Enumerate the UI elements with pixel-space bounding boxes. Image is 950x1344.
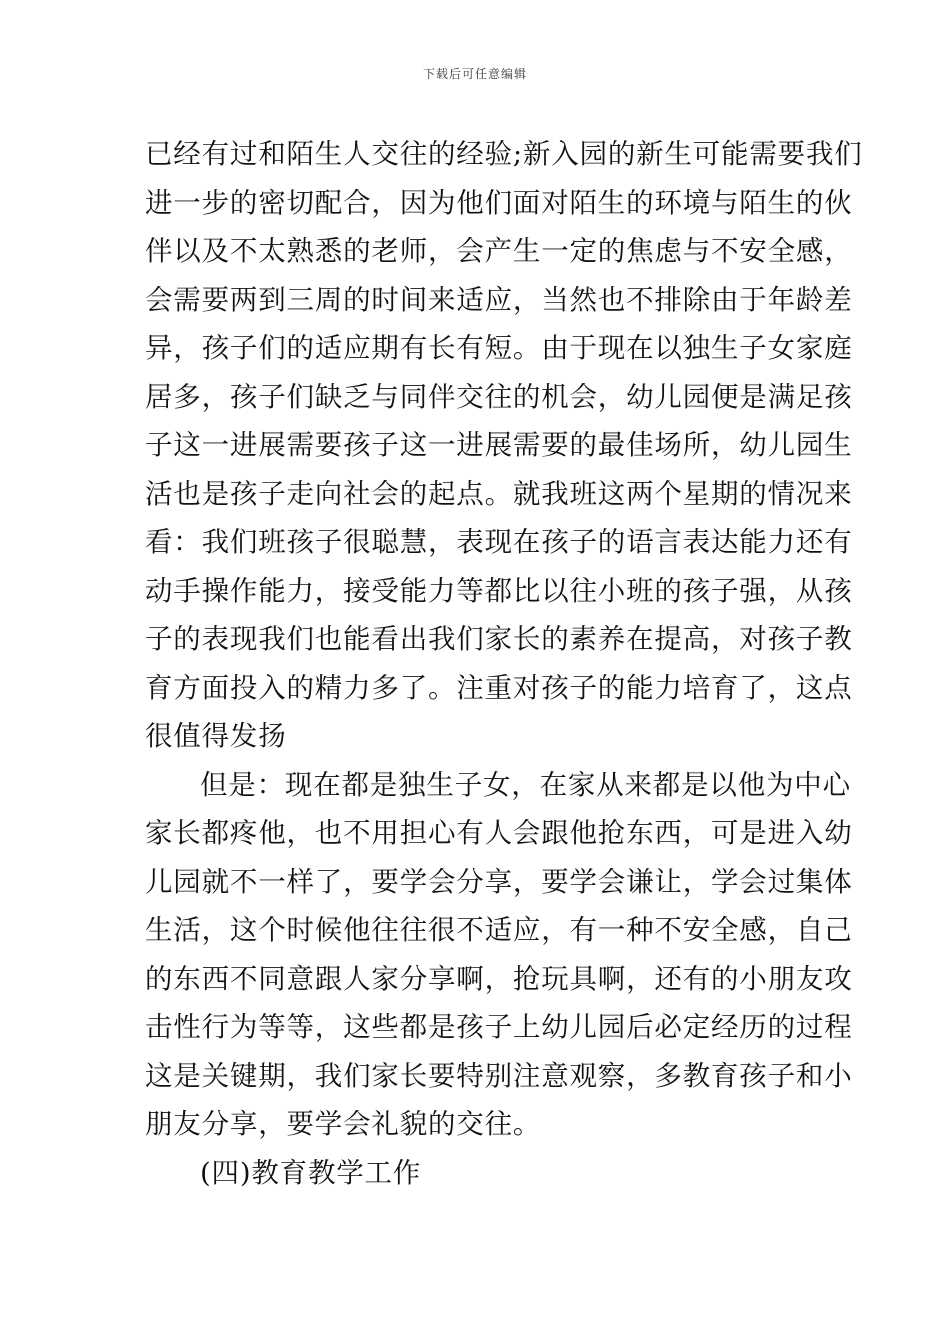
paragraph-line: 育方面投入的精力多了。注重对孩子的能力培育了，这点: [145, 671, 853, 704]
paragraph-line: 会需要两到三周的时间来适应，当然也不排除由于年龄差: [145, 283, 853, 316]
paragraph-line: 子这一进展需要孩子这一进展需要的最佳场所，幼儿园生: [145, 429, 853, 461]
paragraph-line: 很值得发扬: [145, 720, 287, 752]
paragraph-line: 居多，孩子们缺乏与同伴交往的机会，幼儿园便是满足孩: [145, 380, 853, 413]
page-header-note: 下载后可任意编辑: [422, 67, 527, 81]
paragraph-line: 异，孩子们的适应期有长有短。由于现在以独生子女家庭: [145, 332, 853, 364]
paragraph-line: 的东西不同意跟人家分享啊，抢玩具啊，还有的小朋友攻: [145, 962, 853, 995]
paragraph-line: 看：我们班孩子很聪慧，表现在孩子的语言表达能力还有: [145, 526, 853, 558]
paragraph-line: 但是：现在都是独生子女，在家从来都是以他为中心: [200, 768, 851, 801]
paragraph-line: 伴以及不太熟悉的老师，会产生一定的焦虑与不安全感，: [145, 235, 853, 267]
paragraph-line: 儿园就不一样了，要学会分享，要学会谦让，学会过集体: [145, 865, 853, 898]
paragraph-line: 击性行为等等，这些都是孩子上幼儿园后必定经历的过程: [145, 1011, 853, 1043]
paragraph-line: 这是关键期，我们家长要特别注意观察，多教育孩子和小: [145, 1059, 853, 1092]
paragraph-line: 子的表现我们也能看出我们家长的素养在提高，对孩子教: [145, 623, 853, 655]
paragraph-line: 已经有过和陌生人交往的经验;新入园的新生可能需要我们: [145, 138, 863, 170]
paragraph-line: 朋友分享，要学会礼貌的交往。: [145, 1108, 542, 1140]
paragraph-line: 活也是孩子走向社会的起点。就我班这两个星期的情况来: [145, 477, 853, 510]
paragraph-line: 家长都疼他，也不用担心有人会跟他抢东西，可是进入幼: [145, 817, 853, 849]
paragraph-line: 生活，这个时候他往往很不适应，有一种不安全感，自己: [145, 914, 853, 946]
section-heading: (四)教育教学工作: [200, 1156, 422, 1189]
paragraph-line: 进一步的密切配合，因为他们面对陌生的环境与陌生的伙: [145, 186, 853, 219]
document-body: [145, 130, 863, 1197]
paragraph-line: 动手操作能力，接受能力等都比以往小班的孩子强，从孩: [145, 574, 853, 607]
